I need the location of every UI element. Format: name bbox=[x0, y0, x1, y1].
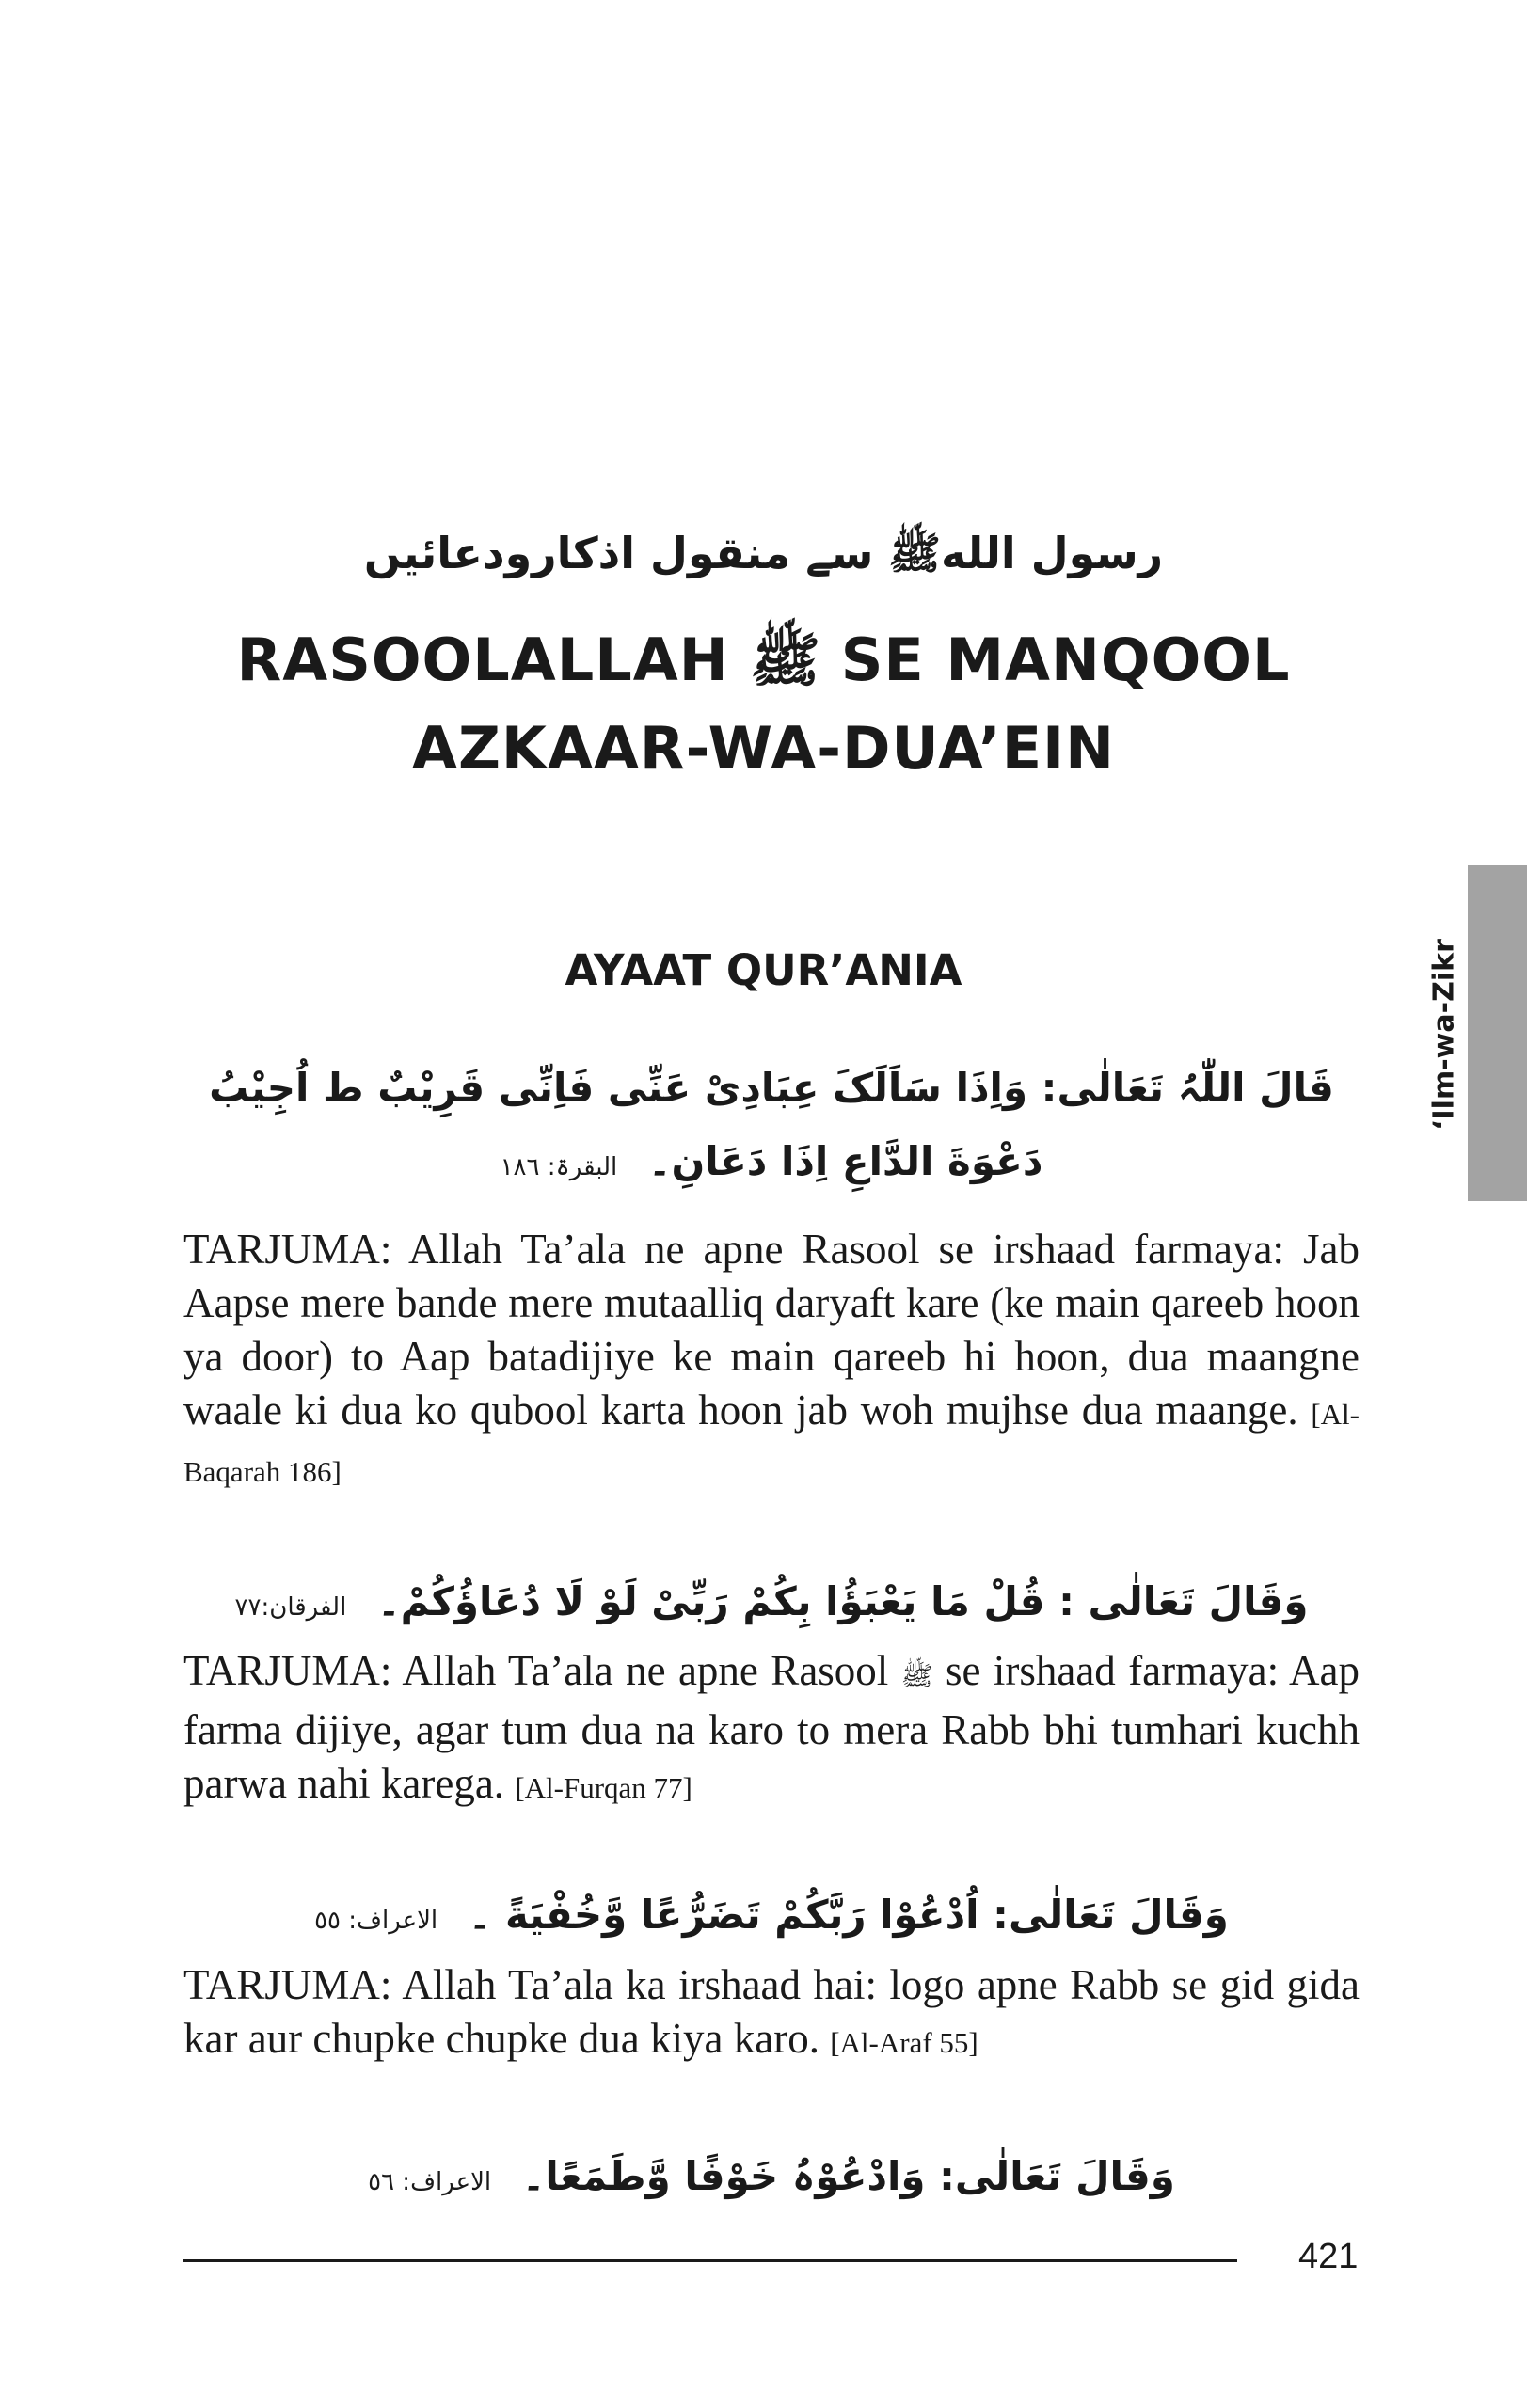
translation-citation: [Al-Furqan 77] bbox=[515, 1771, 692, 1804]
arabic-verse-2 bbox=[183, 1565, 1360, 1644]
verse-reference: البقرۃ: ١٨٦ bbox=[500, 1153, 618, 1181]
translation-3 bbox=[183, 1958, 1360, 2069]
title-line-2: AZKAAR-WA-DUA’EIN bbox=[411, 714, 1115, 783]
arabic-verse-text: وَقَالَ تَعَالٰی : قُلْ مَا یَعْبَؤُا بِکُمْ رَبِّیْ لَوْ لَا دُعَاؤُکُمْ۔ bbox=[376, 1578, 1309, 1624]
side-tab bbox=[1468, 865, 1527, 1201]
footer-divider bbox=[183, 2259, 1237, 2262]
section-title: AYAAT QUR’ANIA bbox=[565, 945, 962, 995]
arabic-verse-text: وَقَالَ تَعَالٰی: وَادْعُوْہُ خَوْفًا وَّطَمَعًا۔ bbox=[521, 2153, 1175, 2199]
translation-text: TARJUMA: Allah Ta’ala ne apne Rasool se irshaad farmaya: Jab Aapse mere bande mere mutaalliq daryaft kare (ke main qareeb hoon ya door) to Aap batadijiye ke main qareeb hi hoon, dua maangne waale ki dua ko qubool karta hoon jab woh mujhse dua maange. bbox=[183, 1226, 1360, 1434]
translation-citation: [Al-Araf 55] bbox=[830, 2026, 978, 2059]
translation-text: TARJUMA: Allah Ta’ala ne apne Rasool bbox=[183, 1647, 889, 1694]
verse-reference: الفرقان:٧٧ bbox=[234, 1593, 347, 1622]
translation-citation: [Al-Baqarah 186] bbox=[183, 1398, 1360, 1488]
arabic-verse-3 bbox=[183, 1878, 1360, 1957]
arabic-verse-1 bbox=[183, 1052, 1360, 1204]
honorific-symbol: ﷺ bbox=[900, 1662, 933, 1691]
translation-text-cont: se irshaad farmaya: Aap farma dijiye, agar tum dua na karo to mera Rabb bhi tumhari kuchh parwa nahi karega. bbox=[183, 1647, 1360, 1807]
side-tab-label: ‘Ilm-wa-Zikr bbox=[1427, 939, 1461, 1131]
page-title bbox=[169, 616, 1358, 793]
arabic-verse-text: وَقَالَ تَعَالٰی: اُدْعُوْا رَبَّکُمْ تَضَرُّعًا وَّخُفْیَةً ۔ bbox=[468, 1892, 1229, 1938]
verse-reference: الاعراف: ٥٥ bbox=[314, 1907, 438, 1935]
title-line-1: RASOOLALLAH ﷺ SE MANQOOL bbox=[236, 626, 1291, 694]
verse-reference: الاعراف: ٥٦ bbox=[368, 2168, 492, 2196]
page-number: 421 bbox=[1298, 2237, 1359, 2276]
arabic-verse-text: قَالَ اللّٰہُ تَعَالٰی: وَاِذَا سَاَلَکَ عِبَادِیْ عَنِّی فَاِنِّی قَرِیْبٌ ط اُجِیْبُ دَعْوَةَ الدَّاعِ اِذَا دَعَانِ۔ bbox=[209, 1065, 1334, 1184]
translation-2 bbox=[183, 1644, 1360, 1814]
arabic-verse-4 bbox=[183, 2140, 1360, 2219]
translation-1 bbox=[183, 1223, 1360, 1498]
translation-text: TARJUMA: Allah Ta’ala ka irshaad hai: logo apne Rabb se gid gida kar aur chupke chupke dua kiya karo. bbox=[183, 1961, 1360, 2062]
urdu-heading: رسول اللهﷺ سے منقول اذکارودعائیں bbox=[363, 528, 1164, 578]
